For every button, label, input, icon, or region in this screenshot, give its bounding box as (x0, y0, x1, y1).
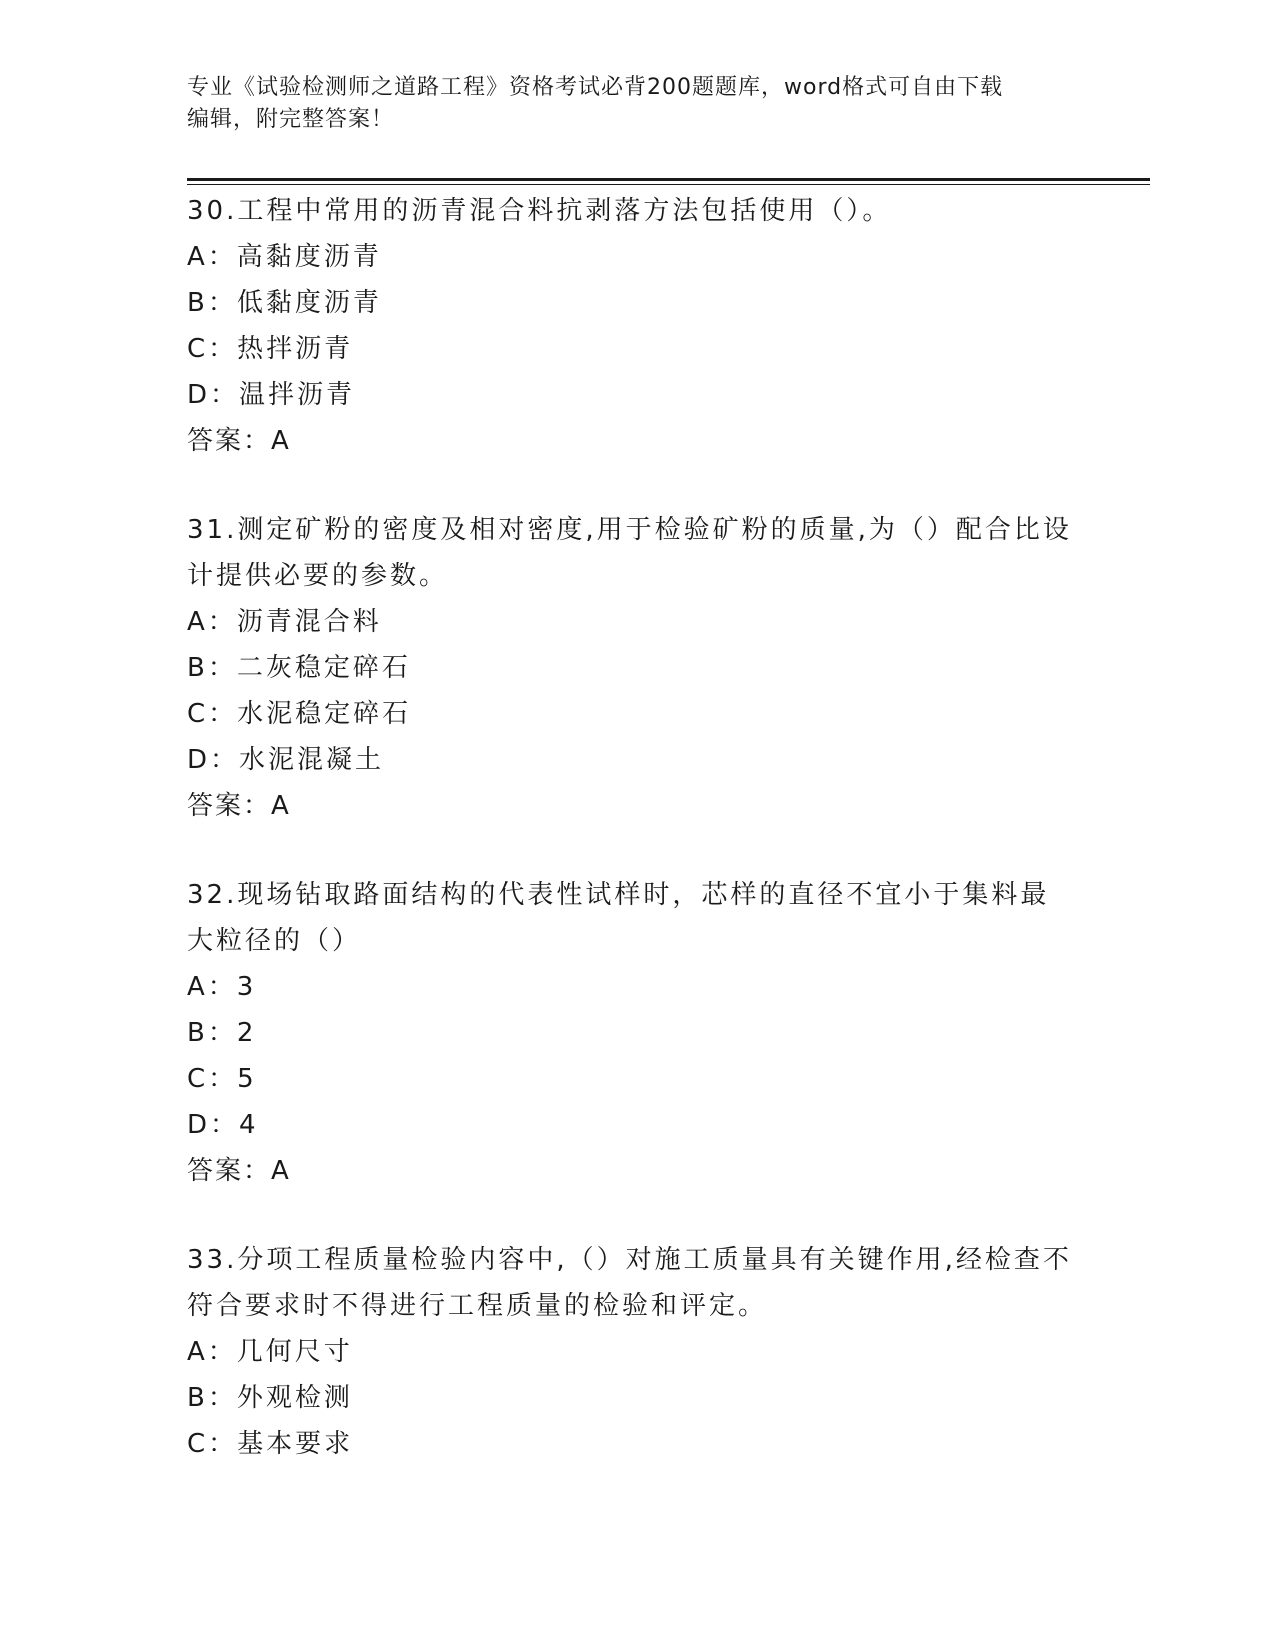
option-key: A： (187, 1337, 237, 1367)
option-text: 4 (239, 1110, 259, 1140)
option-text: 温拌沥青 (239, 380, 356, 410)
option-b (187, 1010, 1077, 1056)
header-divider-thick (187, 178, 1150, 181)
answer-line: 答案：A (187, 1156, 291, 1186)
option-b (187, 645, 1077, 691)
option-c (187, 326, 1077, 372)
question-text: 30.工程中常用的沥青混合料抗剥落方法包括使用（）。 (187, 196, 892, 226)
answer-line: 答案：A (187, 426, 291, 456)
option-text: 3 (236, 972, 257, 1002)
option-c (187, 691, 1077, 737)
answer-line: 答案：A (187, 791, 291, 821)
document-header (187, 72, 1087, 136)
option-key: B： (187, 1018, 237, 1048)
header-line-2: 编辑，附完整答案！ (187, 107, 395, 132)
option-key: D： (187, 1110, 240, 1140)
header-line-1: 专业《试验检测师之道路工程》资格考试必背200题题库，word格式可自由下载 (187, 75, 1004, 100)
option-text: 热拌沥青 (237, 334, 354, 364)
question-31 (187, 507, 1077, 829)
header-divider-thin (187, 184, 1150, 185)
option-key: D： (187, 745, 240, 775)
option-key: A： (187, 242, 237, 272)
option-text: 沥青混合料 (236, 607, 382, 637)
option-text: 2 (236, 1018, 257, 1048)
option-a (187, 964, 1077, 1010)
option-a (187, 1329, 1077, 1375)
option-text: 水泥混凝土 (239, 745, 385, 775)
option-c (187, 1056, 1077, 1102)
option-key: C： (187, 699, 238, 729)
option-text: 基本要求 (237, 1429, 354, 1459)
option-text: 高黏度沥青 (236, 242, 382, 272)
option-c (187, 1421, 1077, 1467)
option-key: D： (187, 380, 240, 410)
option-key: C： (187, 334, 238, 364)
option-key: B： (187, 653, 237, 683)
option-a (187, 599, 1077, 645)
option-text: 水泥稳定碎石 (237, 699, 412, 729)
question-33 (187, 1237, 1077, 1467)
option-b (187, 1375, 1077, 1421)
option-d (187, 1102, 1077, 1148)
option-text: 二灰稳定碎石 (236, 653, 411, 683)
question-text: 32.现场钻取路面结构的代表性试样时，芯样的直径不宜小于集料最大粒径的（） (187, 880, 1050, 956)
option-a (187, 234, 1077, 280)
option-text: 低黏度沥青 (236, 288, 382, 318)
option-text: 几何尺寸 (236, 1337, 353, 1367)
option-d (187, 372, 1077, 418)
option-key: B： (187, 288, 237, 318)
question-30 (187, 188, 1077, 464)
option-key: A： (187, 972, 237, 1002)
question-list (187, 188, 1077, 1510)
option-key: A： (187, 607, 237, 637)
question-text: 31.测定矿粉的密度及相对密度,用于检验矿粉的质量,为（）配合比设计提供必要的参数。 (187, 515, 1072, 591)
question-text: 33.分项工程质量检验内容中,（）对施工质量具有关键作用,经检查不符合要求时不得进行工程质量的检验和评定。 (187, 1245, 1072, 1321)
option-text: 5 (237, 1064, 257, 1094)
option-b (187, 280, 1077, 326)
option-key: B： (187, 1383, 237, 1413)
option-d (187, 737, 1077, 783)
option-key: C： (187, 1064, 238, 1094)
option-text: 外观检测 (236, 1383, 353, 1413)
question-32 (187, 872, 1077, 1194)
option-key: C： (187, 1429, 238, 1459)
